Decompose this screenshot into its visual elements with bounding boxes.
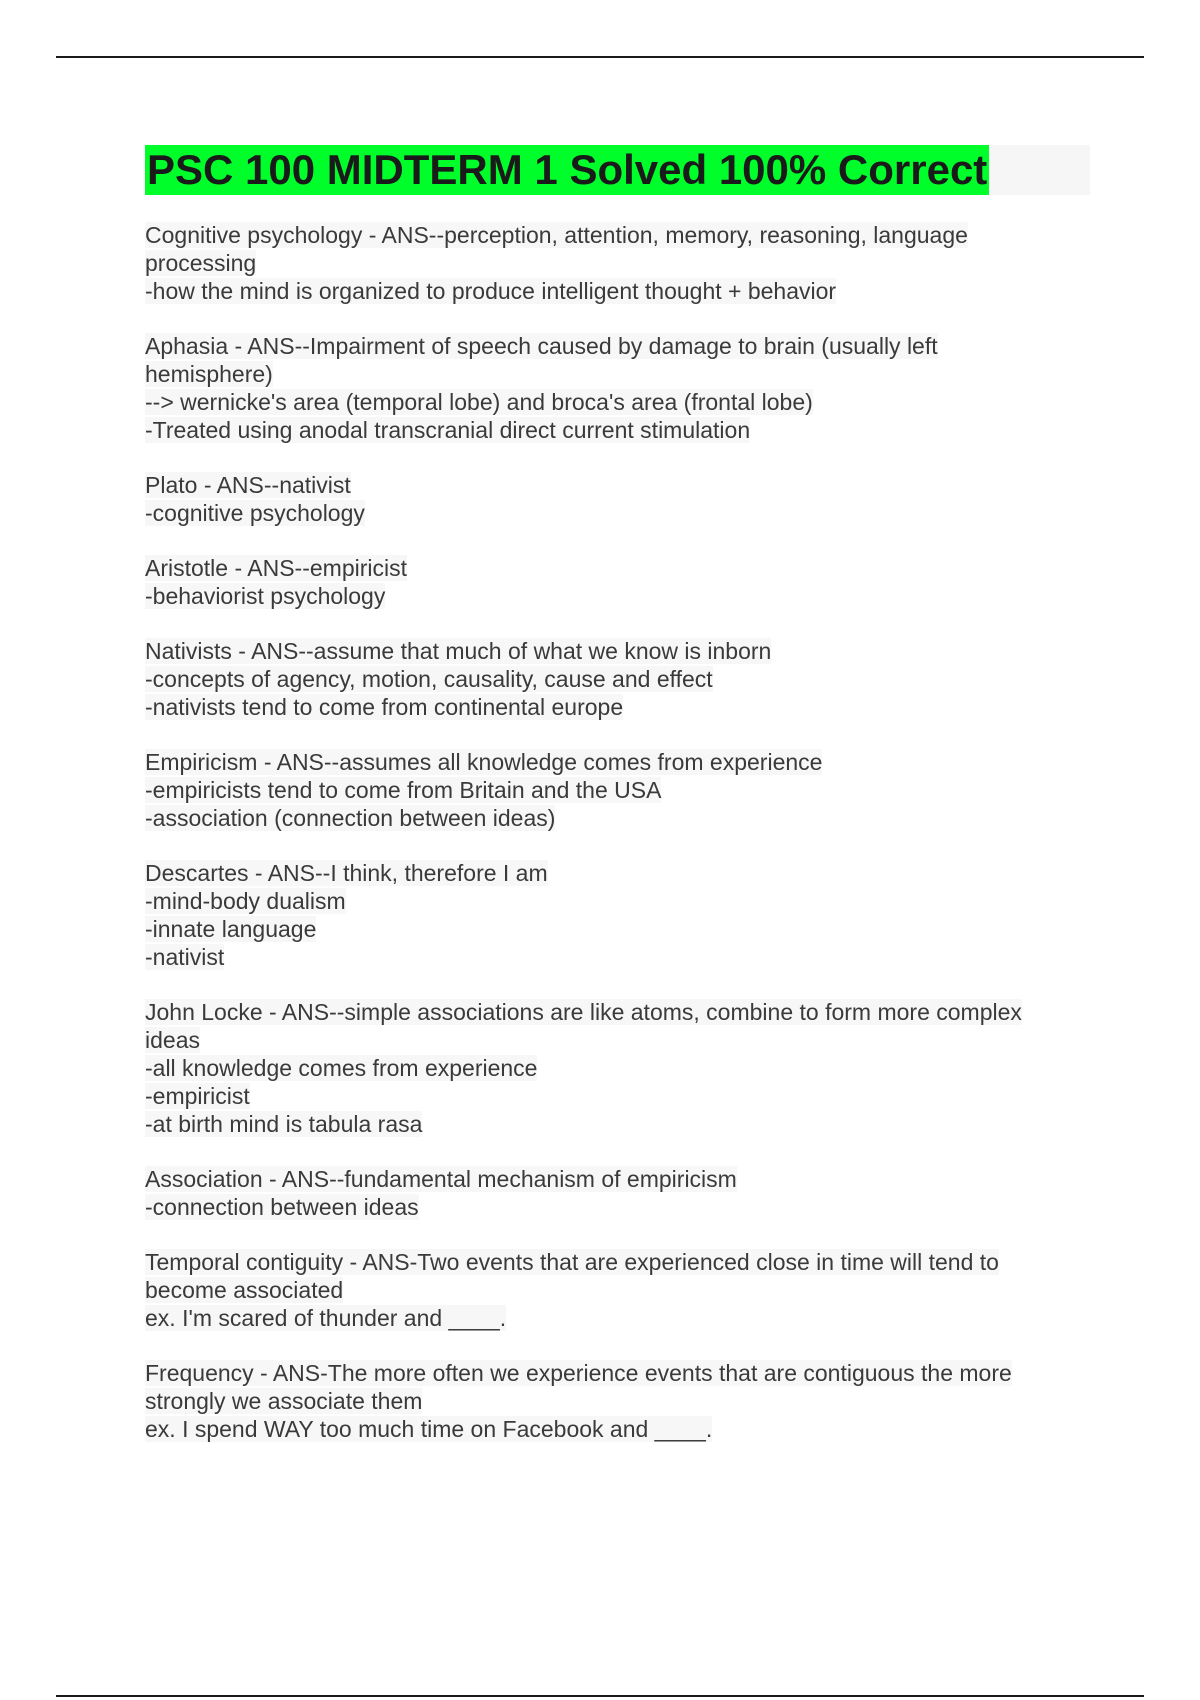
entry-term-line [145,998,1090,1026]
entry-detail-line [145,1193,1090,1221]
entry-text: Aristotle - ANS--empiricist [145,555,407,581]
entry-text: -empiricists tend to come from Britain and the USA [145,777,662,803]
entry-term-line [145,748,1090,776]
entry-term-line [145,332,1090,360]
entry-detail-line [145,1054,1090,1082]
entry-detail-line [145,776,1090,804]
entry-text: -behaviorist psychology [145,583,386,609]
entry-detail-line [145,693,1090,721]
entry-text: ideas [145,1027,200,1053]
entry-term-line [145,637,1090,665]
qa-entry [145,554,1090,610]
entry-text: Cognitive psychology - ANS--perception, attention, memory, reasoning, language [145,222,968,248]
entry-detail-line [145,1387,1090,1415]
qa-entry [145,859,1090,971]
bottom-rule [56,1695,1144,1697]
entry-text: -concepts of agency, motion, causality, cause and effect [145,666,713,692]
qa-entry [145,1248,1090,1332]
title-band [145,145,1090,195]
qa-entry [145,471,1090,527]
qa-entry [145,637,1090,721]
entry-text: Descartes - ANS--I think, therefore I am [145,860,548,886]
entry-detail-line [145,665,1090,693]
entry-detail-line [145,499,1090,527]
qa-entry [145,1359,1090,1443]
entry-detail-line [145,360,1090,388]
qa-entry [145,1165,1090,1221]
entry-term-line [145,221,1090,249]
entry-text: ex. I spend WAY too much time on Facebook and ____. [145,1416,713,1442]
entry-detail-line [145,1026,1090,1054]
entry-text: -innate language [145,916,317,942]
entry-text: Frequency - ANS-The more often we experience events that are contiguous the more [145,1360,1012,1386]
entry-detail-line [145,1276,1090,1304]
entry-detail-line [145,388,1090,416]
entry-text: Temporal contiguity - ANS-Two events that are experienced close in time will tend to [145,1249,999,1275]
entry-term-line [145,1165,1090,1193]
entry-detail-line [145,887,1090,915]
entry-detail-line [145,1082,1090,1110]
entry-text: -association (connection between ideas) [145,805,556,831]
entry-text: Association - ANS--fundamental mechanism of empiricism [145,1166,737,1192]
entry-detail-line [145,804,1090,832]
entries-list [145,221,1090,1443]
entry-text: --> wernicke's area (temporal lobe) and broca's area (frontal lobe) [145,389,813,415]
entry-text: -all knowledge comes from experience [145,1055,538,1081]
entry-text: John Locke - ANS--simple associations are like atoms, combine to form more complex [145,999,1022,1025]
entry-text: -how the mind is organized to produce intelligent thought + behavior [145,278,837,304]
top-rule [56,56,1144,58]
entry-text: become associated [145,1277,344,1303]
entry-detail-line [145,416,1090,444]
entry-term-line [145,859,1090,887]
entry-detail-line [145,1304,1090,1332]
entry-detail-line [145,249,1090,277]
entry-text: Plato - ANS--nativist [145,472,351,498]
entry-term-line [145,1359,1090,1387]
entry-detail-line [145,943,1090,971]
entry-text: hemisphere) [145,361,273,387]
entry-text: ex. I'm scared of thunder and ____. [145,1305,507,1331]
entry-text: Empiricism - ANS--assumes all knowledge comes from experience [145,749,823,775]
entry-term-line [145,554,1090,582]
entry-text: Aphasia - ANS--Impairment of speech caused by damage to brain (usually left [145,333,938,359]
entry-text: -nativists tend to come from continental europe [145,694,624,720]
entry-text: -at birth mind is tabula rasa [145,1111,423,1137]
entry-text: strongly we associate them [145,1388,423,1414]
entry-text: -mind-body dualism [145,888,346,914]
entry-detail-line [145,1110,1090,1138]
qa-entry [145,748,1090,832]
entry-term-line [145,471,1090,499]
qa-entry [145,332,1090,444]
entry-detail-line [145,277,1090,305]
entry-detail-line [145,582,1090,610]
entry-text: -Treated using anodal transcranial direct current stimulation [145,417,751,443]
qa-entry [145,221,1090,305]
entry-text: -connection between ideas [145,1194,419,1220]
entry-term-line [145,1248,1090,1276]
document-title: PSC 100 MIDTERM 1 Solved 100% Correct [147,146,988,193]
document-body [145,145,1090,1470]
entry-detail-line [145,1415,1090,1443]
entry-detail-line [145,915,1090,943]
entry-text: Nativists - ANS--assume that much of what we know is inborn [145,638,772,664]
qa-entry [145,998,1090,1138]
entry-text: -nativist [145,944,225,970]
entry-text: -cognitive psychology [145,500,365,526]
entry-text: -empiricist [145,1083,250,1109]
entry-text: processing [145,250,257,276]
